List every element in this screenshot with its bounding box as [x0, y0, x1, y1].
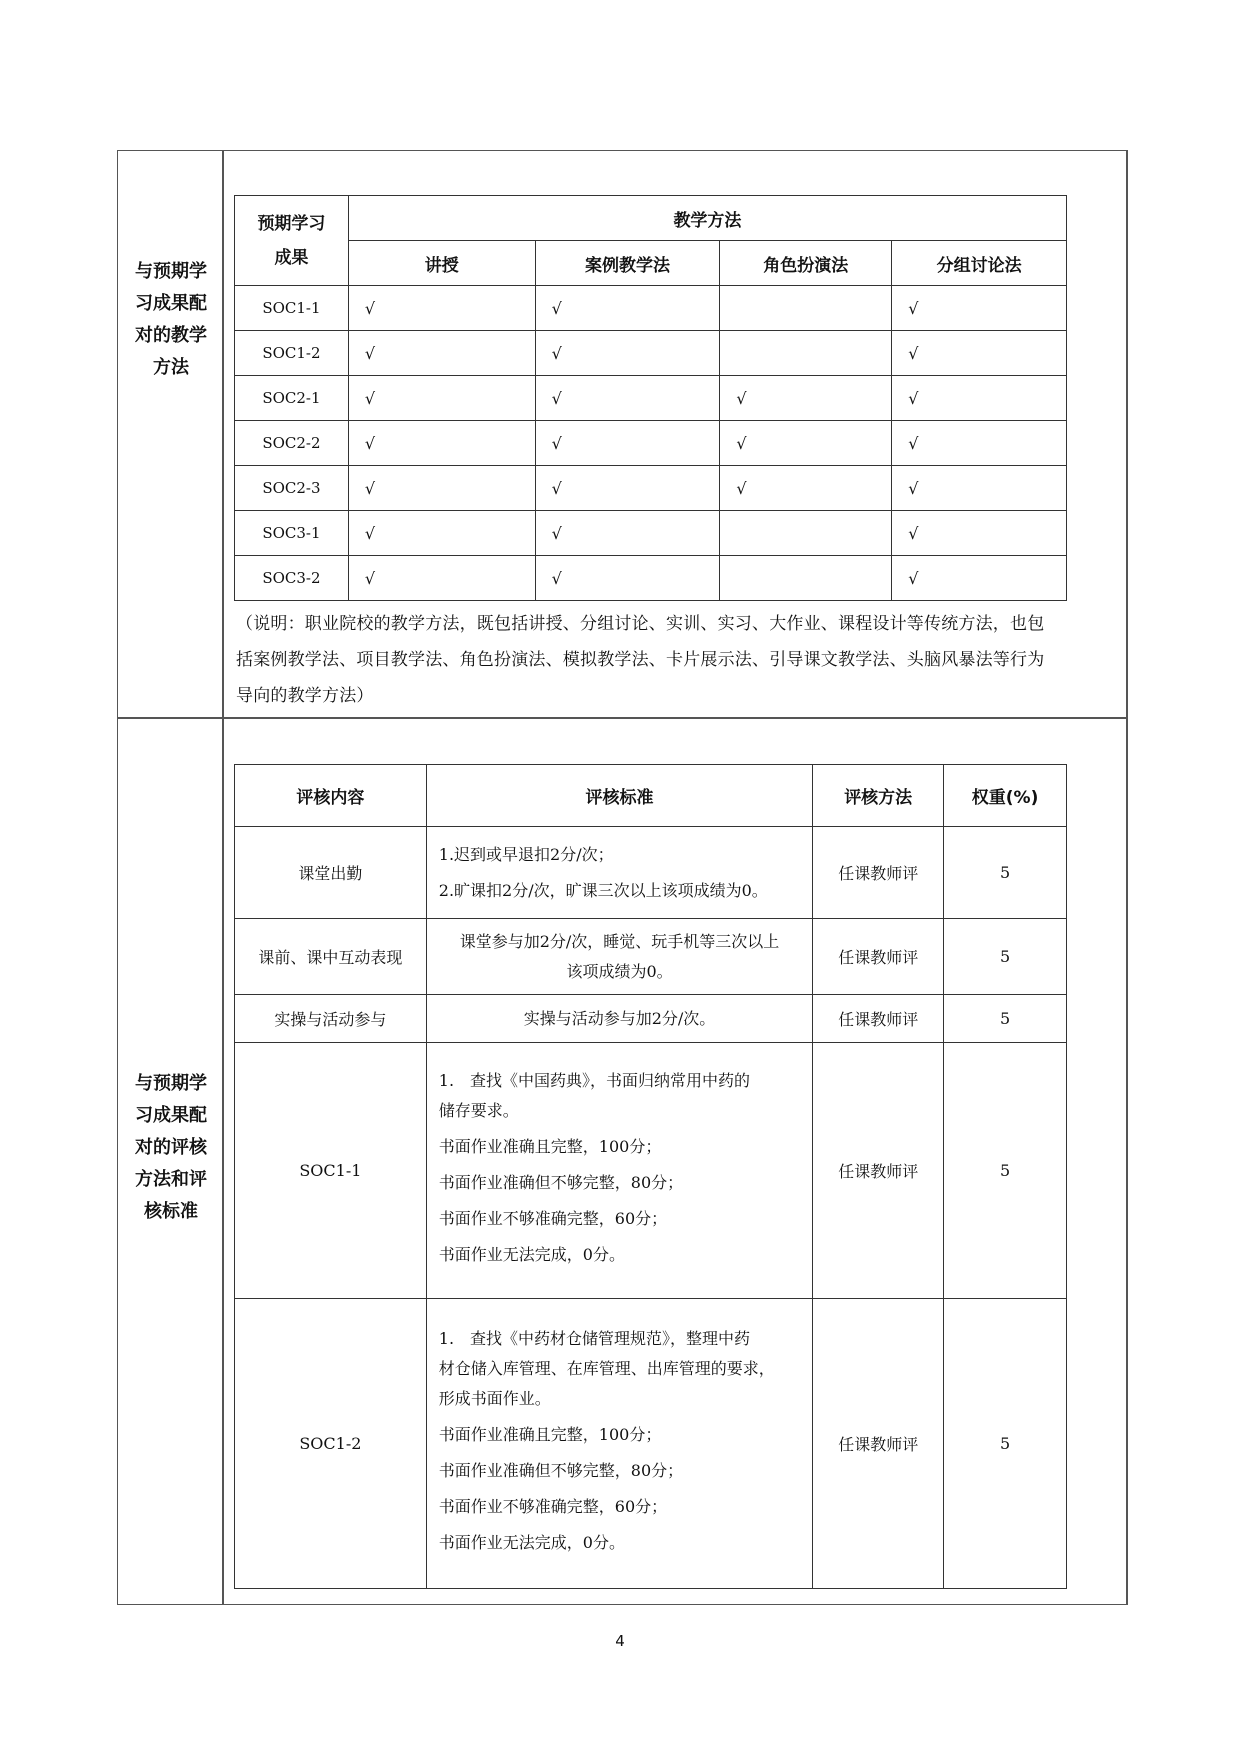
header-weight: 权重(%) — [944, 765, 1067, 827]
check-mark: √ — [348, 511, 535, 556]
table-row: 课堂出勤 1.迟到或早退扣2分/次； 2.旷课扣2分/次，旷课三次以上该项成绩为0。 任课教师评 5 — [235, 827, 1067, 919]
table-row: SOC3-1 √ √ √ — [235, 511, 1067, 556]
table-row: SOC1-1 1. 查找《中国药典》，书面归纳常用中药的 储存要求。 书面作业准确且完整，100分； 书面作业准确但不够完整，80分； 书面作业不够准确完整，60分； 书面作业无法完成，0分。 任课教师评 5 — [235, 1043, 1067, 1299]
table-row: SOC2-1 √ √ √ √ — [235, 376, 1067, 421]
check-mark — [720, 286, 892, 331]
check-mark: √ — [348, 556, 535, 601]
method-case: 案例教学法 — [535, 241, 720, 286]
check-mark: √ — [892, 331, 1067, 376]
check-mark: √ — [720, 466, 892, 511]
header-outcome: 预期学习 成果 — [235, 196, 349, 286]
right-border — [1126, 150, 1128, 1605]
page-number: 4 — [615, 1632, 625, 1650]
check-mark: √ — [720, 421, 892, 466]
header-standard: 评核标准 — [426, 765, 813, 827]
header-content: 评核内容 — [235, 765, 427, 827]
check-mark: √ — [535, 511, 720, 556]
section2-label: 与预期学 习成果配 对的评核 方法和评 核标准 — [135, 1073, 207, 1222]
check-mark: √ — [348, 286, 535, 331]
header-methods: 教学方法 — [348, 196, 1066, 241]
check-mark: √ — [892, 421, 1067, 466]
table-row: SOC1-2 1. 查找《中药材仓储管理规范》，整理中药 材仓储入库管理、在库管理、出库管理的要求， 形成书面作业。 书面作业准确且完整，100分； 书面作业准确但不够完整，80分； 书面作业不够准确完整，60分； 书面作业无法完成，0分。 任课教师评 5 — [235, 1299, 1067, 1589]
teaching-methods-note: （说明：职业院校的教学方法，既包括讲授、分组讨论、实训、实习、大作业、课程设计等传统方法，也包 括案例教学法、项目教学法、角色扮演法、模拟教学法、卡片展示法、引导课文教学法、头脑风暴法等行为 导向的教学方法） — [236, 614, 1045, 706]
table-row: SOC3-2 √ √ √ — [235, 556, 1067, 601]
check-mark: √ — [535, 556, 720, 601]
table-row: SOC1-1 √ √ √ — [235, 286, 1067, 331]
table-row: SOC1-2 √ √ √ — [235, 331, 1067, 376]
assessment-table — [234, 764, 1067, 1589]
check-mark: √ — [535, 466, 720, 511]
method-lecture: 讲授 — [348, 241, 535, 286]
table-row: 课前、课中互动表现 课堂参与加2分/次，睡觉、玩手机等三次以上 该项成绩为0。 任课教师评 5 — [235, 919, 1067, 995]
check-mark: √ — [348, 376, 535, 421]
table-row: 实操与活动参与 实操与活动参与加2分/次。 任课教师评 5 — [235, 995, 1067, 1043]
check-mark — [720, 556, 892, 601]
check-mark: √ — [535, 331, 720, 376]
method-group: 分组讨论法 — [892, 241, 1067, 286]
teaching-methods-table — [234, 195, 1067, 601]
check-mark: √ — [892, 511, 1067, 556]
method-roleplay: 角色扮演法 — [720, 241, 892, 286]
check-mark: √ — [348, 331, 535, 376]
check-mark: √ — [720, 376, 892, 421]
table-row: SOC2-3 √ √ √ √ — [235, 466, 1067, 511]
check-mark: √ — [348, 421, 535, 466]
check-mark: √ — [892, 466, 1067, 511]
check-mark: √ — [892, 376, 1067, 421]
check-mark: √ — [892, 556, 1067, 601]
header-method: 评核方法 — [813, 765, 944, 827]
table-row: SOC2-2 √ √ √ √ — [235, 421, 1067, 466]
check-mark: √ — [348, 466, 535, 511]
check-mark: √ — [535, 421, 720, 466]
check-mark — [720, 331, 892, 376]
section-divider — [117, 717, 1128, 719]
check-mark: √ — [535, 376, 720, 421]
check-mark: √ — [892, 286, 1067, 331]
section1-label: 与预期学 习成果配 对的教学 方法 — [135, 261, 207, 378]
check-mark: √ — [535, 286, 720, 331]
check-mark — [720, 511, 892, 556]
